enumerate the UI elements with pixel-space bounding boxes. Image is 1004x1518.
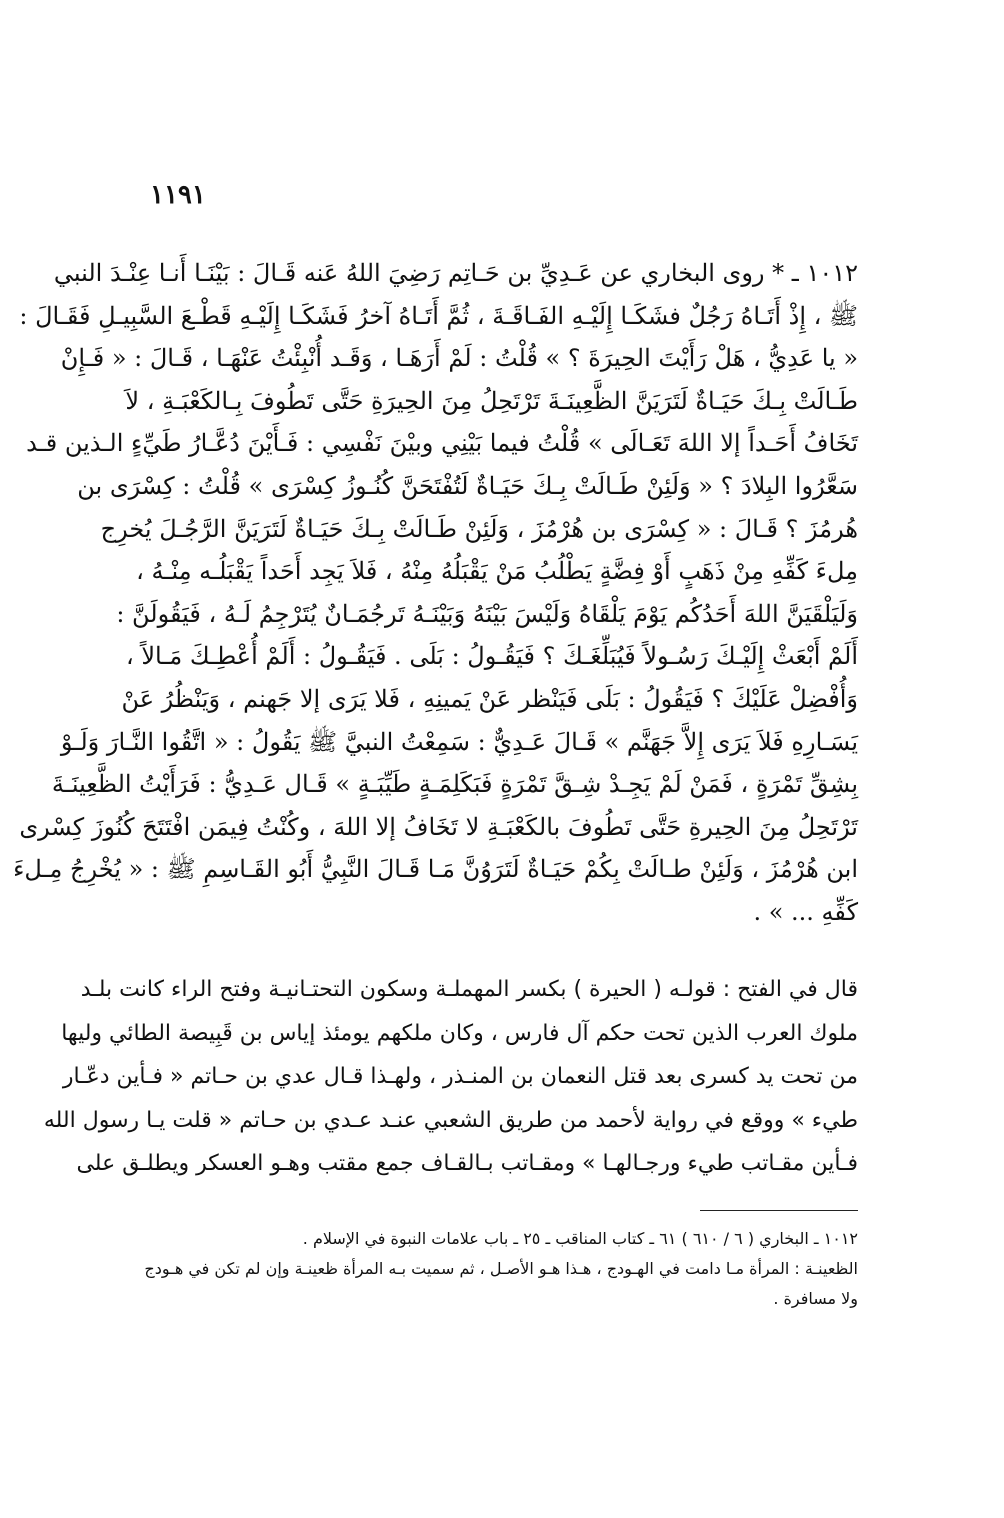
hadith-line: يَسَـارِهِ فَلاَ يَرَى إِلاَّ جَهَنَّم » قَـالَ عَـدِيٌّ : سَمِعْتُ النبيَّ ﷺ يَقُولُ : « اتَّقُوا النَّـارَ وَلَـوْ [60, 727, 858, 756]
hadith-text [13, 252, 858, 934]
commentary-line: من تحت يد كسرى بعد قتل النعمان بن المنـذر ، ولهـذا قـال عدي بن حـاتم « فـأين دعّـار [62, 1064, 858, 1089]
hadith-line: تَرْتَحِلُ مِنَ الحِيرةِ حَتَّى تَطُوفَ بالكَعْبَـةِ لا تَخَافُ إلا اللهَ ، وكُنْتُ فِيمَن افْتَتَحَ كُنُوزَ كِسْرى [19, 812, 858, 841]
hadith-line: أَلَمْ أَبْعَثْ إِلَيْـكَ رَسُـولاً فَيُبَلِّغَـكَ ؟ فَيَقُـولُ : بَلَى . فَيَقُـولُ : أَلَمْ أُعْطِـكَ مَـالاً ، [125, 642, 858, 671]
footnote-gloss: ولا مسافرة . [773, 1289, 858, 1308]
commentary-line: ملوك العرب الذين تحت حكم آل فارس ، وكان ملكهم يومئذ إياس بن قَبِيصة الطائي وليها [61, 1020, 858, 1046]
hadith-line: هُرمُزَ ؟ قَـالَ : « كِسْرَى بن هُرْمُزَ ، وَلَئِنْ طَـالَتْ بِـكَ حَيَـاةٌ لَتَرَيَنَّ الرَّجُـلَ يُخرِج [100, 514, 858, 543]
hadith-line: سَعَّرُوا البِلادَ ؟ « وَلَئِنْ طَـالَتْ بِـكَ حَيَـاةٌ لَتُفْتَحَنَّ كُنُـوزُ كِسْرَى » قُلْتُ : كِسْرَى بن [77, 471, 858, 500]
footnote-gloss: الظعينـة : المرأة مـا دامت في الهـودج ، هـذا هـو الأصـل ، ثم سميت بـه المرأة ظعينـة وإن لم تكن في هـودج [144, 1259, 858, 1278]
hadith-line: طَـالَتْ بِـكَ حَيَـاةٌ لَتَرَيَنَّ الظَّعِينَـةَ تَرْتَحِلُ مِنَ الحِيرَةِ حَتَّى تَطُوفَ بِـالكَعْبَـةِ ، لاَ [125, 386, 858, 415]
commentary-text [43, 968, 858, 1186]
hadith-line: كَفِّهِ ... » . [753, 897, 858, 926]
hadith-line: بِشِقِّ تَمْرَةٍ ، فَمَنْ لَمْ يَجِـدْ شِـقَّ تَمْرَةٍ فَبَكَلِمَـةٍ طَيِّبَـةٍ » قَـال عَـدِيُّ : فَرَأَيْتُ الظَّعِينَـةَ [51, 770, 858, 799]
footnote-separator [700, 1210, 858, 1211]
hadith-line: مِلءَ كَفِّهِ مِنْ ذَهَبٍ أَوْ فِضَّةٍ يَطْلُبُ مَنْ يَقْبَلُهُ مِنْهُ ، فَلاَ يَجِد أَحَداً يَقْبَلُـه مِنْـهُ ، [136, 557, 858, 586]
hadith-line: ابن هُرْمُزَ ، وَلَئِنْ طـالَتْ بِكُمْ حَيَـاةٌ لَتَرَوُنَّ مَـا قَـالَ النَّبِيُّ أَبُو القَـاسِمِ ﷺ : « يُخْرِجُ مِـلءَ [13, 855, 858, 884]
hadith-line: وَأُفْضِلْ عَلَيْكَ ؟ فَيَقُولُ : بَلَى فَيَنْظر عَنْ يَمينِهِ ، فَلا يَرَى إلا جَهنم ، وَيَنْظُرُ عَنْ [121, 684, 858, 713]
hadith-line: « يا عَدِيُّ ، هَلْ رَأَيْتَ الحِيرَةَ ؟ » قُلْتُ : لَمْ أَرَهَـا ، وَقَـد أُنْبِئْتُ عَنْهَـا ، قَـالَ : « فَـإِنْ [60, 344, 858, 373]
commentary-line: طيء » ووقع في رواية لأحمد من طريق الشعبي عنـد عـدي بن حـاتم « قلت يـا رسول الله [43, 1107, 858, 1133]
footnotes [144, 1224, 858, 1314]
commentary-line: قال في الفتح : قولـه ( الحيرة ) بكسر المهملـة وسكون التحتـانيـة وفتح الراء كانت بلـد [80, 977, 858, 1002]
page-number: ١١٩١ [150, 180, 206, 210]
hadith-line: وَلَيَلْقَيَنَّ اللهَ أَحَدُكُم يَوْمَ يَلْقَاهُ وَلَيْسَ بَيْنَهُ وَبَيْنَـهُ تَرجُمَـانٌ يُتَرْجِمُ لَـهُ ، فَيَقُولَنَّ : [116, 599, 858, 628]
commentary-line: فـأين مقـاتب طيء ورجـالهـا » ومقـاتب بـالقـاف جمع مقتب وهـو العسكر ويطلـق على [76, 1151, 858, 1176]
footnote-source: ١٠١٢ ـ البخاري ( ٦ / ٦١٠ ) ٦١ ـ كتاب المناقب ـ ٢٥ ـ باب علامات النبوة في الإسلام . [302, 1229, 858, 1248]
hadith-line: تَخَافُ أَحَـداً إلا اللهَ تَعَـالَى » قُلْتُ فيما بَيْنِي وبيْنَ نَفْسِي : فَـأَيْنَ دُعَّـارُ طَيِّءٍ الـذين قـد [26, 429, 858, 458]
hadith-line: ﷺ ، إِذْ أَتَـاهُ رَجُلٌ فشَكَـا إِلَيْـهِ الفَـاقَـةَ ، ثُمَّ أَتَـاهُ آخرُ فَشَكَـا إِلَيْـهِ قَطْـعَ السَّبِيـلِ فَقَـالَ : [19, 301, 858, 330]
hadith-line: ١٠١٢ ـ * روى البخاري عن عَـدِيِّ بن حَـاتِم رَضِيَ اللهُ عَنه قَـالَ : بَيْنَـا أَنـا عِنْـدَ النبي [53, 259, 858, 287]
